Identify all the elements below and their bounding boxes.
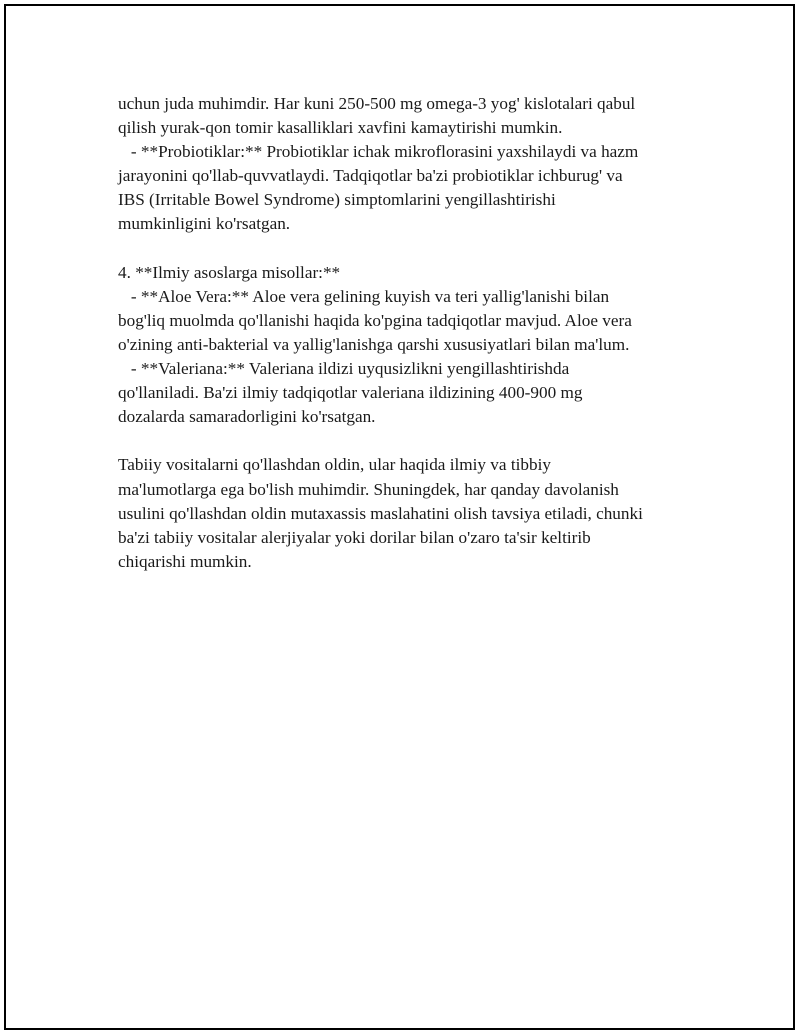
text-line: mumkinligini ko'rsatgan. bbox=[118, 214, 291, 234]
text-line: jarayonini qo'llab-quvvatlaydi. Tadqiqotlar ba'zi probiotiklar ichburug' va bbox=[118, 166, 623, 186]
paragraph-conclusion bbox=[118, 453, 718, 573]
text-line: qo'llaniladi. Ba'zi ilmiy tadqiqotlar valeriana ildizining 400-900 mg bbox=[118, 383, 583, 403]
text-line: bog'liq muolmda qo'llanishi haqida ko'pgina tadqiqotlar mavjud. Aloe vera bbox=[118, 310, 632, 330]
text-line: dozalarda samaradorligini ko'rsatgan. bbox=[118, 407, 376, 427]
text-line: Tabiiy vositalarni qo'llashdan oldin, ular haqida ilmiy va tibbiy bbox=[118, 455, 551, 475]
text-line: o'zining anti-bakterial va yallig'lanishga qarshi xususiyatlari bilan ma'lum. bbox=[118, 334, 630, 354]
text-line: ba'zi tabiiy vositalar alerjiyalar yoki dorilar bilan o'zaro ta'sir keltirib bbox=[118, 527, 591, 547]
paragraph-omega-probiotics bbox=[118, 92, 718, 237]
text-line: qilish yurak-qon tomir kasalliklari xavfini kamaytirishi mumkin. bbox=[118, 118, 563, 138]
text-line: ma'lumotlarga ega bo'lish muhimdir. Shuningdek, har qanday davolanish bbox=[118, 479, 619, 499]
paragraph-spacer bbox=[118, 237, 718, 261]
text-line: - **Valeriana:** Valeriana ildizi uyqusizlikni yengillashtirishda bbox=[118, 359, 570, 379]
text-line: IBS (Irritable Bowel Syndrome) simptomlarini yengillashtirishi bbox=[118, 190, 556, 210]
paragraph-spacer bbox=[118, 429, 718, 453]
text-line: chiqarishi mumkin. bbox=[118, 551, 252, 571]
text-line: usulini qo'llashdan oldin mutaxassis maslahatini olish tavsiya etiladi, chunki bbox=[118, 503, 643, 523]
paragraph-scientific-examples bbox=[118, 261, 718, 430]
document-body bbox=[118, 92, 718, 574]
section-heading: 4. **Ilmiy asoslarga misollar:** bbox=[118, 262, 341, 282]
text-line: uchun juda muhimdir. Har kuni 250-500 mg omega-3 yog' kislotalari qabul bbox=[118, 94, 636, 113]
text-line: - **Aloe Vera:** Aloe vera gelining kuyish va teri yallig'lanishi bilan bbox=[118, 286, 610, 306]
text-line: - **Probiotiklar:** Probiotiklar ichak mikroflorasini yaxshilaydi va hazm bbox=[118, 142, 639, 162]
